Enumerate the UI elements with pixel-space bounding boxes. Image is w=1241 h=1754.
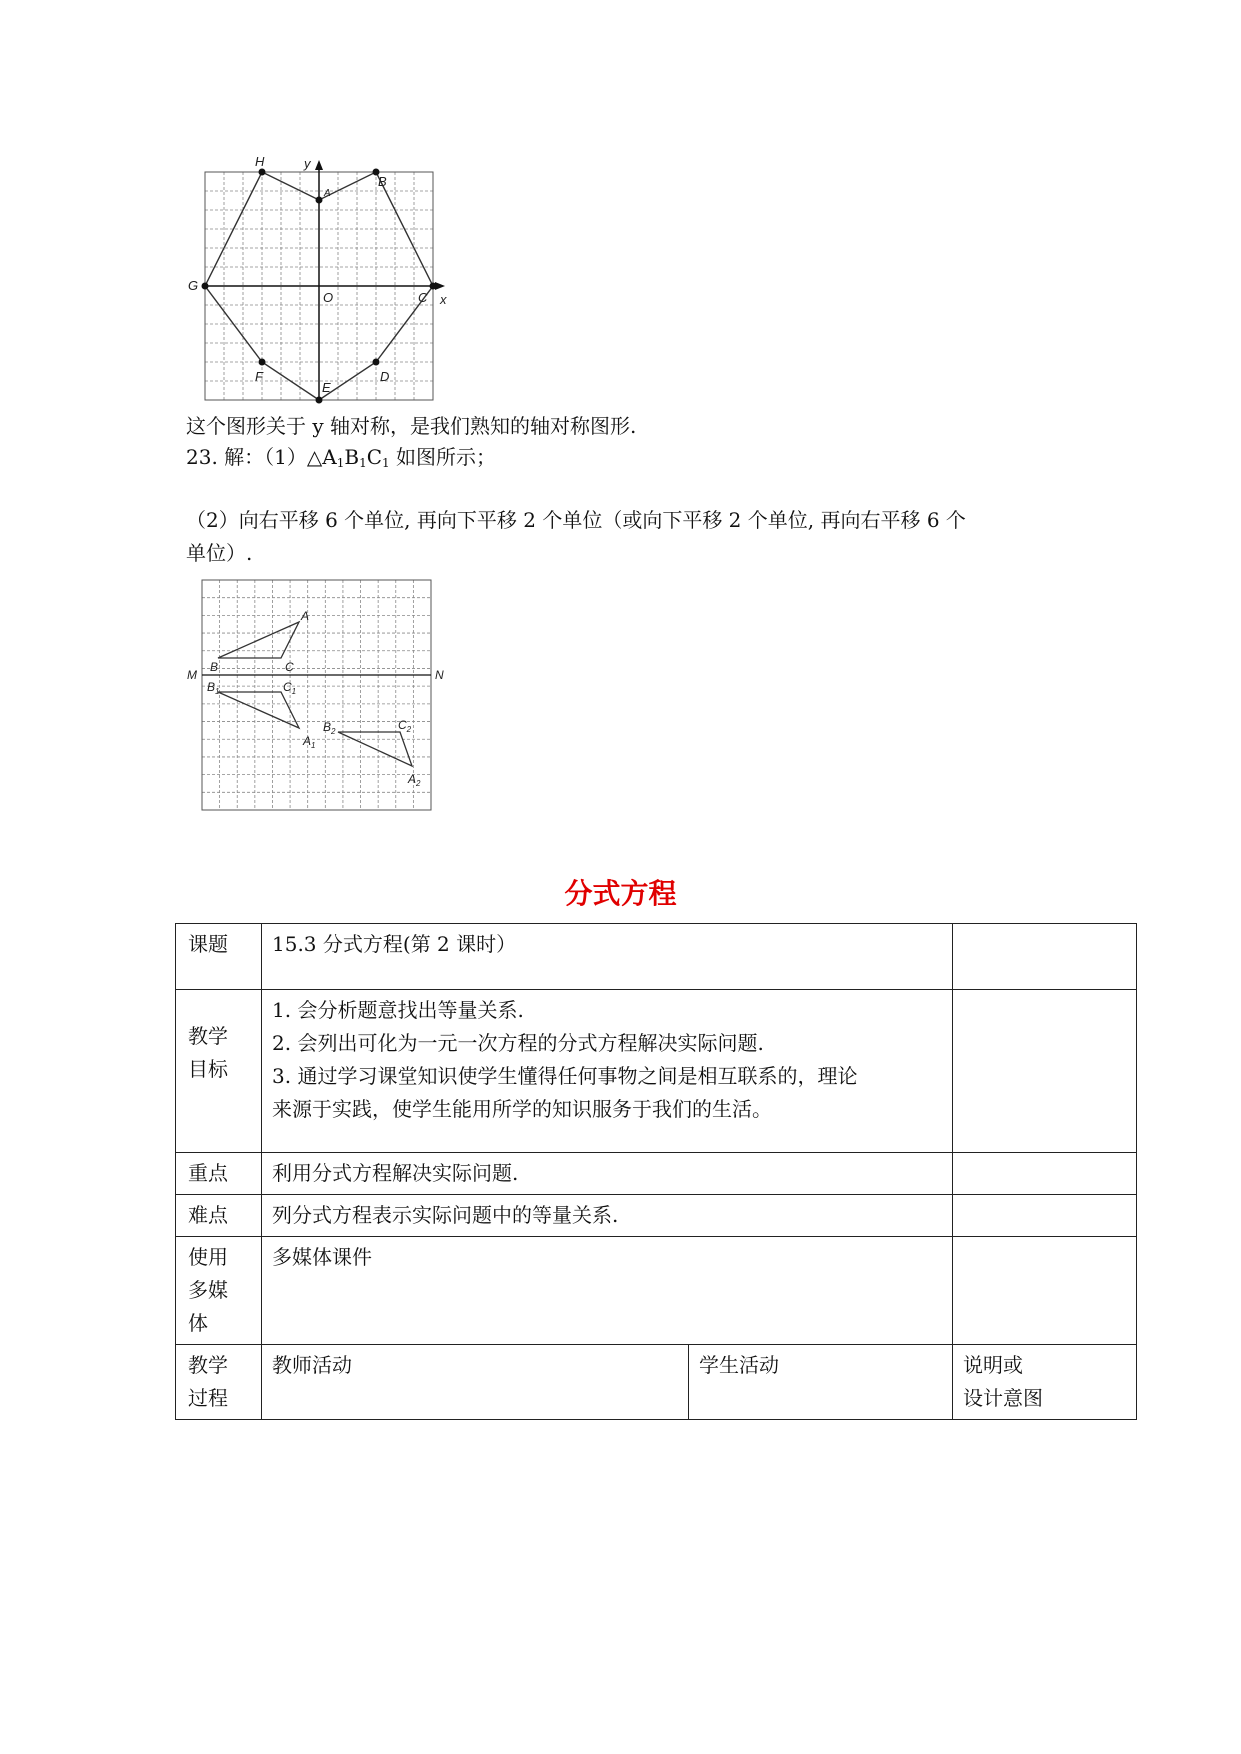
media-label-line2: 多媒 [188,1278,228,1302]
label-B1: $B_1$ [207,680,220,696]
triangle-ABC [218,622,299,658]
label-B-fig2: B [210,660,219,674]
symmetry-note: 这个图形关于 y 轴对称，是我们熟知的轴对称图形. [186,414,637,438]
media-value: 多媒体课件 [262,1237,953,1345]
point-A [316,197,323,204]
objective-item: 来源于实践，使学生能用所学的知识服务于我们的生活。 [272,1097,772,1121]
row-topic [176,924,1137,990]
point-C [430,283,437,290]
label-C: C [418,290,428,305]
label-D: D [380,369,390,384]
objectives-notes [953,990,1137,1153]
label-A: A [324,188,331,199]
point-G [202,283,209,290]
difficulty-value: 列分式方程表示实际问题中的等量关系. [262,1195,953,1237]
notes-header [953,1345,1137,1420]
process-label-line2: 过程 [188,1386,228,1410]
q23-sub-c: 1 [382,456,390,470]
lesson-title: 分式方程 [564,877,677,910]
media-notes [953,1237,1137,1345]
point-H [259,169,266,176]
lesson-plan-table [175,923,1137,1420]
q23-sub-b: 1 [359,456,367,470]
label-M: M [187,668,197,682]
row-difficulty [176,1195,1137,1237]
student-activity-header: 学生活动 [689,1345,953,1420]
label-N: N [435,668,444,682]
q23-b: B [344,445,360,469]
media-label-line3: 体 [188,1311,208,1335]
figure2-border [202,580,431,810]
label-C-fig2: C [285,660,294,674]
q23-part2-line2: 单位）. [186,541,253,565]
topic-notes [953,924,1137,990]
key-notes [953,1153,1137,1195]
row-objectives [176,990,1137,1153]
label-C1: $C_1$ [283,680,297,696]
label-B: B [378,174,387,189]
label-A-fig2: A [301,609,310,623]
process-label-line1: 教学 [188,1353,228,1377]
label-G: G [188,278,199,293]
row-media [176,1237,1137,1345]
key-label: 重点 [176,1153,262,1195]
point-F [259,359,266,366]
media-label [176,1237,262,1345]
figure2-grid [202,580,431,810]
triangle-A1B1C1 [218,692,299,728]
objectives-label-line1: 教学 [188,1024,228,1048]
y-axis-arrow [315,160,323,170]
q23-sub-a: 1 [336,456,345,470]
q23-c: C [366,445,383,469]
process-label [176,1345,262,1420]
row-process [176,1345,1137,1420]
objectives-value [262,990,953,1153]
topic-label: 课题 [176,924,262,990]
q23-prefix: 23. 解：（1）△A [186,445,337,469]
point-E [316,397,323,404]
translation-figure [185,578,445,818]
objectives-label-line2: 目标 [188,1057,228,1081]
objective-item: 1. 会分析题意找出等量关系. [272,998,524,1022]
difficulty-notes [953,1195,1137,1237]
label-x: x [440,292,447,307]
q23-suffix: 如图所示； [389,445,497,469]
label-A2: $A_2$ [408,772,421,788]
triangle-A2B2C2 [338,732,412,766]
label-y: y [304,156,311,171]
symmetry-figure [185,152,447,395]
label-H: H [255,154,265,169]
label-A1: $A_1$ [303,734,316,750]
notes-header-line1: 说明或 [963,1353,1024,1377]
objective-item: 2. 会列出可化为一元一次方程的分式方程解决实际问题. [272,1031,764,1055]
notes-header-line2: 设计意图 [963,1386,1044,1410]
teacher-activity-header: 教师活动 [262,1345,689,1420]
label-B2: $B_2$ [323,720,336,736]
point-D [373,359,380,366]
media-label-line1: 使用 [188,1245,228,1269]
objectives-label [176,990,262,1153]
topic-value: 15.3 分式方程(第 2 课时） [262,924,953,990]
label-F: F [255,369,263,384]
key-value: 利用分式方程解决实际问题. [262,1153,953,1195]
objective-item: 3. 通过学习课堂知识使学生懂得任何事物之间是相互联系的，理论 [272,1064,858,1088]
label-O: O [323,290,334,305]
difficulty-label: 难点 [176,1195,262,1237]
q23-part1 [186,443,496,477]
label-C2: $C_2$ [398,718,412,734]
label-E: E [322,380,331,395]
q23-part2-line1: （2）向右平移 6 个单位, 再向下平移 2 个单位（或向下平移 2 个单位, 再向右平移 6 个 [186,508,966,532]
row-key-point [176,1153,1137,1195]
